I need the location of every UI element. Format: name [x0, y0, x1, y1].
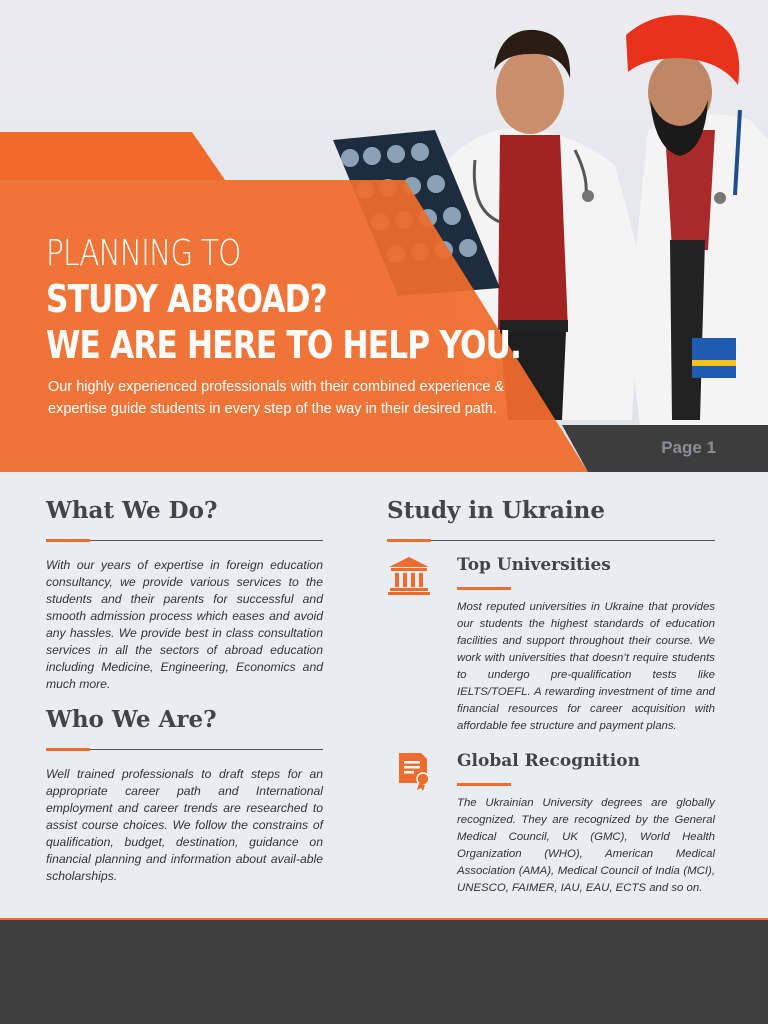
certificate-icon: [393, 751, 437, 791]
top-universities-block: [387, 553, 715, 735]
hero-line-3: WE ARE HERE TO HELP YOU.: [46, 323, 522, 367]
study-in-ukraine-title: Study in Ukraine: [387, 497, 605, 524]
top-universities-text: Most reputed universities in Ukraine that provides our students the highest standards of education facilities and support throughout their course. We work with universities that doesn’t require students to undergo pre-qualification tests like IELTS/TOEFL. A rewarding investment of time and financial resources for career acquisition with affordable fee structure and payment plans.: [457, 601, 715, 732]
top-universities-accent: [457, 587, 511, 590]
global-recognition-accent: [457, 783, 511, 786]
global-recognition-title: Global Recognition: [457, 751, 640, 771]
who-we-are-text: Well trained professionals to draft steps for an appropriate career path and International employment and career trends are researched to assist course choices. We follow the constrains of qualification, budget, destination, guidance on financial planning and information about avail-able scholarships.: [46, 767, 323, 883]
hero-heading: [46, 232, 546, 368]
what-we-do-text: With our years of expertise in foreign education consultancy, we provide various services to the students and their parents for successful and smooth admission process which eases and avoid any hassles. We provide best in class consultation services in all the sectors of abroad education including Medicine, Engineering, Economics and much more.: [46, 558, 323, 691]
hero-accent-tab: [0, 132, 225, 180]
global-recognition-text: The Ukrainian University degrees are globally recognized. They are recognized by the General Medical Council, UK (GMC), World Health Organization (WHO), American Medical Association (AMA), Medical Council of India (MCI), UNESCO, FAIMER, IAU, EAU, ECTS and so on.: [457, 797, 715, 894]
who-we-are-divider: [46, 748, 323, 750]
university-building-icon: [387, 555, 431, 595]
what-we-do-divider: [46, 539, 323, 541]
hero-line-1: PLANNING TO: [46, 233, 241, 274]
hero-line-2: STUDY ABROAD?: [46, 277, 327, 321]
hero-banner: [0, 0, 768, 472]
hero-description: Our highly experienced professionals with their combined experience & expertise guide students in every step of the way in their desired path.: [48, 379, 505, 417]
page-number: Page 1: [661, 438, 716, 457]
global-recognition-block: [387, 749, 715, 897]
right-column: [387, 494, 715, 897]
top-universities-title: Top Universities: [457, 555, 611, 575]
footer-bar: [0, 920, 768, 1024]
left-column: [46, 494, 323, 885]
what-we-do-title: What We Do?: [46, 497, 218, 524]
who-we-are-title: Who We Are?: [46, 706, 217, 733]
study-in-ukraine-divider: [387, 539, 715, 541]
